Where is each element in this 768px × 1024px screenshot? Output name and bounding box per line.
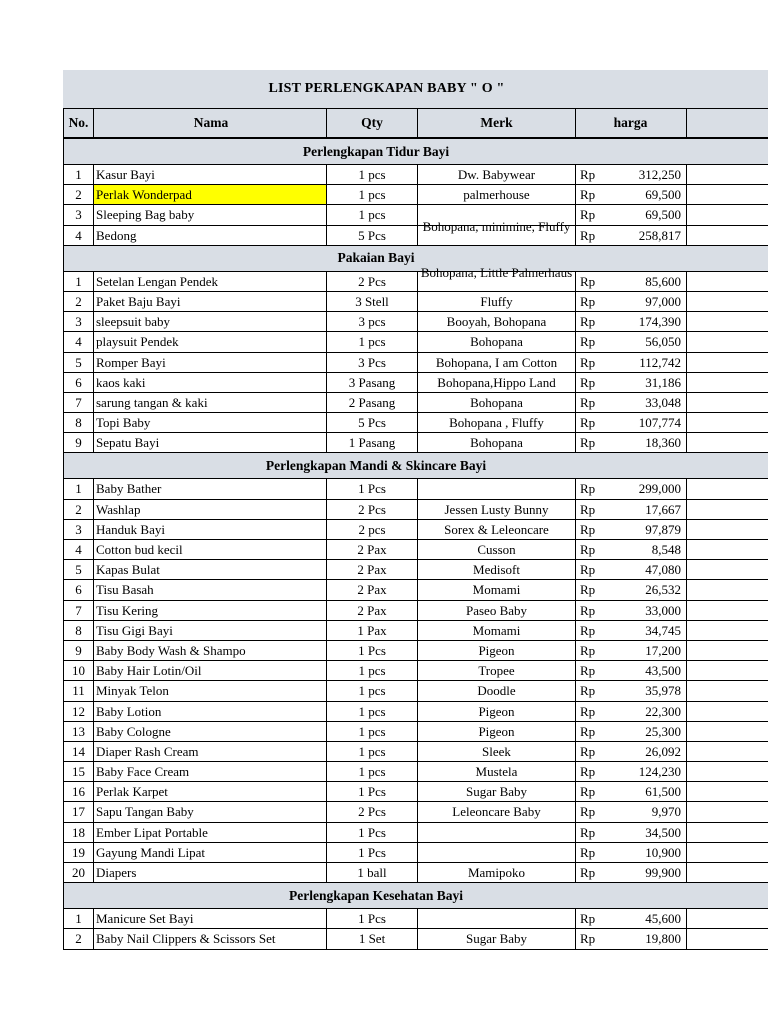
cell-nama[interactable]: Romper Bayi (93, 353, 326, 372)
column-header-row (63, 108, 768, 139)
section-title: Perlengkapan Tidur Bayi (302, 143, 450, 159)
price-value: 8,548 (651, 542, 681, 557)
table-row (63, 520, 768, 540)
cell-merk[interactable]: Sugar Baby (417, 929, 575, 948)
cell-harga[interactable] (575, 742, 687, 761)
cell-no[interactable]: 19 (63, 843, 93, 862)
header-harga[interactable]: harga (575, 109, 687, 137)
currency-label: Rp (580, 334, 596, 350)
cell-harga[interactable] (575, 843, 687, 862)
price-value: 31,186 (645, 374, 681, 390)
cell-merk[interactable]: Sugar Baby (417, 782, 575, 801)
section-header[interactable] (63, 883, 768, 909)
cell-no[interactable]: 3 (63, 520, 93, 539)
cell-nama[interactable]: Topi Baby (93, 413, 326, 432)
table-row (63, 433, 768, 453)
cell-merk[interactable]: Paseo Baby (417, 601, 575, 620)
cell-nama[interactable]: Baby Body Wash & Shampo (93, 641, 326, 660)
cell-merk[interactable]: Bohopana, I am Cotton (417, 353, 575, 372)
cell-nama[interactable]: Sepatu Bayi (93, 433, 326, 452)
currency-label: Rp (580, 865, 596, 880)
table-row (63, 413, 768, 433)
cell-qty[interactable]: 1 Pasang (326, 433, 417, 452)
price-value: 19,800 (645, 931, 681, 947)
cell-nama[interactable]: Diapers (93, 863, 326, 882)
currency-label: Rp (580, 582, 596, 598)
cell-merk[interactable]: Jessen Lusty Bunny (417, 500, 575, 519)
section-title: Perlengkapan Mandi & Skincare Bayi (265, 457, 487, 473)
currency-label: Rp (580, 394, 596, 410)
cell-harga[interactable] (575, 272, 687, 291)
cell-qty[interactable]: 1 pcs (326, 762, 417, 781)
table-row (63, 353, 768, 373)
cell-no[interactable]: 4 (63, 332, 93, 351)
cell-nama[interactable]: Tisu Gigi Bayi (93, 621, 326, 640)
currency-label: Rp (580, 663, 596, 679)
cell-harga[interactable] (575, 802, 687, 821)
cell-harga[interactable] (575, 520, 687, 539)
table-row (63, 742, 768, 762)
table-row (63, 661, 768, 681)
table-row (63, 823, 768, 843)
table-row (63, 185, 768, 205)
sheet-title-bar (63, 70, 768, 108)
cell-harga[interactable] (575, 661, 687, 680)
cell-merk[interactable]: Medisoft (417, 560, 575, 579)
section-title: Pakaian Bayi (337, 250, 415, 266)
cell-merk[interactable]: Doodle (417, 681, 575, 700)
price-value: 33,048 (645, 394, 681, 410)
cell-nama[interactable]: Gayung Mandi Lipat (93, 843, 326, 862)
cell-no[interactable]: 16 (63, 782, 93, 801)
price-value: 97,879 (645, 521, 681, 537)
price-value: 97,000 (645, 293, 681, 309)
cell-nama[interactable]: Paket Baju Bayi (93, 292, 326, 311)
cell-harga[interactable] (575, 621, 687, 640)
cell-harga[interactable] (575, 165, 687, 184)
cell-harga[interactable] (575, 205, 687, 224)
cell-nama[interactable]: Sapu Tangan Baby (93, 802, 326, 821)
cell-qty[interactable]: 1 pcs (326, 722, 417, 741)
cell-harga[interactable] (575, 782, 687, 801)
cell-harga[interactable] (575, 909, 687, 928)
cell-harga[interactable] (575, 393, 687, 412)
header-qty[interactable]: Qty (326, 109, 417, 137)
cell-nama[interactable]: Tisu Kering (93, 601, 326, 620)
cell-qty[interactable]: 2 Pasang (326, 393, 417, 412)
cell-merk[interactable]: Bohopana,Hippo Land (417, 373, 575, 392)
cell-no[interactable]: 1 (63, 272, 93, 291)
price-value: 299,000 (638, 481, 681, 497)
section-header[interactable] (63, 453, 768, 479)
price-value: 85,600 (645, 273, 681, 289)
cell-no[interactable]: 11 (63, 681, 93, 700)
cell-merk[interactable]: Bohopana (417, 393, 575, 412)
cell-merk[interactable] (417, 909, 575, 928)
table-row (63, 373, 768, 393)
cell-nama[interactable]: Baby Nail Clippers & Scissors Set (93, 929, 326, 948)
cell-no[interactable]: 12 (63, 702, 93, 721)
cell-nama[interactable]: Kapas Bulat (93, 560, 326, 579)
price-value: 107,774 (638, 415, 681, 431)
cell-merk[interactable]: Mustela (417, 762, 575, 781)
price-value: 69,500 (645, 187, 681, 203)
cell-no[interactable]: 10 (63, 661, 93, 680)
cell-merk[interactable] (417, 218, 575, 245)
price-value: 17,667 (645, 501, 681, 517)
table-row (63, 205, 768, 225)
price-value: 56,050 (645, 334, 681, 350)
price-value: 69,500 (645, 207, 681, 223)
price-value: 34,500 (645, 824, 681, 840)
cell-no[interactable]: 9 (63, 641, 93, 660)
cell-nama[interactable]: Washlap (93, 500, 326, 519)
cell-merk[interactable]: Fluffy (417, 292, 575, 311)
section-header[interactable] (63, 139, 768, 165)
cell-nama[interactable]: Bedong (93, 226, 326, 245)
cell-merk[interactable]: Cusson (417, 540, 575, 559)
currency-label: Rp (580, 167, 596, 182)
currency-label: Rp (580, 415, 596, 431)
cell-qty[interactable]: 1 pcs (326, 165, 417, 184)
cell-merk[interactable] (417, 479, 575, 498)
cell-no[interactable]: 7 (63, 393, 93, 412)
currency-label: Rp (580, 622, 596, 638)
cell-nama[interactable]: Baby Bather (93, 479, 326, 498)
currency-label: Rp (580, 354, 596, 370)
cell-harga[interactable] (575, 641, 687, 660)
cell-harga[interactable] (575, 185, 687, 204)
price-value: 99,900 (645, 865, 681, 880)
cell-merk[interactable]: Sorex & Leleoncare (417, 520, 575, 539)
cell-no[interactable]: 1 (63, 909, 93, 928)
cell-qty[interactable]: 1 pcs (326, 661, 417, 680)
cell-merk[interactable]: Pigeon (417, 702, 575, 721)
currency-label: Rp (580, 804, 596, 820)
currency-label: Rp (580, 764, 596, 780)
table-row (63, 722, 768, 742)
spreadsheet-table (63, 108, 768, 950)
table-row (63, 681, 768, 701)
currency-label: Rp (580, 521, 596, 537)
cell-no[interactable]: 5 (63, 560, 93, 579)
cell-merk[interactable]: Booyah, Bohopana (417, 312, 575, 331)
cell-qty[interactable]: 2 Pax (326, 540, 417, 559)
cell-no[interactable]: 9 (63, 433, 93, 452)
cell-no[interactable]: 2 (63, 929, 93, 948)
cell-merk[interactable]: Pigeon (417, 641, 575, 660)
cell-nama[interactable]: Cotton bud kecil (93, 540, 326, 559)
cell-qty[interactable]: 2 Pcs (326, 272, 417, 291)
currency-label: Rp (580, 207, 596, 223)
sheet-title: LIST PERLENGKAPAN BABY " O " (268, 81, 505, 96)
cell-no[interactable]: 3 (63, 312, 93, 331)
currency-label: Rp (580, 273, 596, 289)
price-value: 43,500 (645, 663, 681, 679)
price-value: 26,092 (645, 743, 681, 759)
cell-qty[interactable]: 2 Pax (326, 601, 417, 620)
cell-qty[interactable]: 1 Pcs (326, 641, 417, 660)
table-row (63, 165, 768, 185)
price-value: 25,300 (645, 723, 681, 739)
cell-nama[interactable]: sleepsuit baby (93, 312, 326, 331)
cell-merk[interactable]: palmerhouse (417, 185, 575, 204)
cell-merk[interactable] (417, 843, 575, 862)
cell-qty[interactable]: 3 Stell (326, 292, 417, 311)
cell-no[interactable]: 4 (63, 540, 93, 559)
table-row (63, 843, 768, 863)
cell-harga[interactable] (575, 332, 687, 351)
cell-nama[interactable]: Baby Lotion (93, 702, 326, 721)
cell-merk[interactable] (417, 264, 575, 291)
currency-label: Rp (580, 911, 596, 927)
cell-qty[interactable]: 5 Pcs (326, 226, 417, 245)
price-value: 10,900 (645, 844, 681, 860)
cell-qty[interactable]: 2 pcs (326, 520, 417, 539)
table-row (63, 218, 768, 246)
cell-no[interactable]: 5 (63, 353, 93, 372)
price-value: 61,500 (645, 784, 681, 800)
table-row (63, 332, 768, 352)
cell-no[interactable]: 4 (63, 226, 93, 245)
currency-label: Rp (580, 642, 596, 658)
cell-nama[interactable]: Perlak Wonderpad (93, 185, 326, 204)
header-merk[interactable]: Merk (417, 109, 575, 137)
cell-merk[interactable]: Pigeon (417, 722, 575, 741)
price-value: 312,250 (638, 167, 681, 182)
price-value: 22,300 (645, 703, 681, 719)
cell-no[interactable]: 8 (63, 621, 93, 640)
cell-no[interactable]: 18 (63, 823, 93, 842)
currency-label: Rp (580, 784, 596, 800)
cell-qty[interactable]: 1 Pax (326, 621, 417, 640)
table-row (63, 601, 768, 621)
table-row (63, 292, 768, 312)
cell-merk[interactable] (417, 823, 575, 842)
cell-merk[interactable]: Bohopana (417, 332, 575, 351)
table-row (63, 393, 768, 413)
cell-merk[interactable]: Momami (417, 580, 575, 599)
cell-nama[interactable]: sarung tangan & kaki (93, 393, 326, 412)
currency-label: Rp (580, 187, 596, 203)
currency-label: Rp (580, 743, 596, 759)
cell-merk-text: Bohopana, minimine, Fluffy (422, 218, 571, 234)
table-row (63, 702, 768, 722)
cell-nama[interactable]: Baby Hair Lotin/Oil (93, 661, 326, 680)
cell-qty[interactable]: 1 pcs (326, 205, 417, 224)
currency-label: Rp (580, 435, 596, 451)
cell-no[interactable]: 2 (63, 292, 93, 311)
cell-nama[interactable]: playsuit Pendek (93, 332, 326, 351)
cell-harga[interactable] (575, 312, 687, 331)
cell-qty[interactable]: 2 Pax (326, 560, 417, 579)
cell-qty[interactable]: 1 Pcs (326, 479, 417, 498)
cell-qty[interactable]: 1 Pcs (326, 823, 417, 842)
currency-label: Rp (580, 602, 596, 618)
cell-harga[interactable] (575, 722, 687, 741)
section-header[interactable] (63, 246, 768, 272)
cell-nama[interactable]: Tisu Basah (93, 580, 326, 599)
cell-qty[interactable]: 1 ball (326, 863, 417, 882)
currency-label: Rp (580, 703, 596, 719)
table-row (63, 500, 768, 520)
cell-harga[interactable] (575, 560, 687, 579)
cell-harga[interactable] (575, 601, 687, 620)
table-row (63, 312, 768, 332)
cell-nama[interactable]: Ember Lipat Portable (93, 823, 326, 842)
currency-label: Rp (580, 931, 596, 947)
table-row (63, 560, 768, 580)
cell-qty[interactable]: 1 pcs (326, 681, 417, 700)
table-row (63, 909, 768, 929)
price-value: 17,200 (645, 642, 681, 658)
cell-harga[interactable] (575, 500, 687, 519)
cell-harga[interactable] (575, 580, 687, 599)
cell-nama[interactable]: Manicure Set Bayi (93, 909, 326, 928)
price-value: 124,230 (638, 764, 681, 780)
currency-label: Rp (580, 723, 596, 739)
cell-merk[interactable]: Dw. Babywear (417, 165, 575, 184)
currency-label: Rp (580, 374, 596, 390)
currency-label: Rp (580, 683, 596, 699)
cell-qty[interactable]: 3 Pasang (326, 373, 417, 392)
price-value: 174,390 (638, 314, 681, 330)
cell-qty[interactable]: 1 Pcs (326, 782, 417, 801)
cell-nama[interactable]: Minyak Telon (93, 681, 326, 700)
header-no[interactable]: No. (63, 109, 93, 137)
currency-label: Rp (580, 844, 596, 860)
price-value: 45,600 (645, 911, 681, 927)
table-row (63, 802, 768, 822)
table-row (63, 929, 768, 949)
cell-nama[interactable]: Baby Cologne (93, 722, 326, 741)
currency-label: Rp (580, 562, 596, 578)
price-value: 47,080 (645, 562, 681, 578)
currency-label: Rp (580, 227, 596, 243)
cell-harga[interactable] (575, 433, 687, 452)
cell-harga[interactable] (575, 353, 687, 372)
cell-merk[interactable]: Leleoncare Baby (417, 802, 575, 821)
currency-label: Rp (580, 314, 596, 330)
cell-harga[interactable] (575, 540, 687, 559)
cell-nama[interactable]: Sleeping Bag baby (93, 205, 326, 224)
cell-harga[interactable] (575, 702, 687, 721)
cell-merk[interactable]: Tropee (417, 661, 575, 680)
cell-nama[interactable]: Baby Face Cream (93, 762, 326, 781)
table-row (63, 580, 768, 600)
cell-no[interactable]: 7 (63, 601, 93, 620)
price-value: 35,978 (645, 683, 681, 699)
cell-harga[interactable] (575, 762, 687, 781)
table-row (63, 621, 768, 641)
table-body (63, 139, 768, 950)
price-value: 33,000 (645, 602, 681, 618)
cell-no[interactable]: 15 (63, 762, 93, 781)
currency-label: Rp (580, 501, 596, 517)
cell-merk-text: Bohopana, Little Palmerhaus (420, 264, 573, 280)
table-row (63, 540, 768, 560)
cell-harga[interactable] (575, 373, 687, 392)
cell-harga[interactable] (575, 681, 687, 700)
cell-qty[interactable]: 2 Pax (326, 580, 417, 599)
cell-no[interactable]: 1 (63, 165, 93, 184)
currency-label: Rp (580, 481, 596, 497)
currency-label: Rp (580, 824, 596, 840)
table-row (63, 762, 768, 782)
cell-nama[interactable]: Diaper Rash Cream (93, 742, 326, 761)
currency-label: Rp (580, 293, 596, 309)
price-value: 258,817 (638, 227, 681, 243)
table-row (63, 479, 768, 499)
cell-nama[interactable]: Setelan Lengan Pendek (93, 272, 326, 291)
cell-no[interactable]: 13 (63, 722, 93, 741)
cell-qty[interactable]: 1 pcs (326, 742, 417, 761)
cell-qty[interactable]: 2 Pcs (326, 500, 417, 519)
cell-nama[interactable]: Handuk Bayi (93, 520, 326, 539)
cell-qty[interactable]: 1 pcs (326, 185, 417, 204)
cell-qty[interactable]: 3 pcs (326, 312, 417, 331)
cell-harga[interactable] (575, 479, 687, 498)
cell-no[interactable]: 2 (63, 500, 93, 519)
table-row (63, 782, 768, 802)
price-value: 112,742 (639, 354, 681, 370)
price-value: 26,532 (645, 582, 681, 598)
cell-qty[interactable]: 3 Pcs (326, 353, 417, 372)
cell-qty[interactable]: 5 Pcs (326, 413, 417, 432)
cell-no[interactable]: 3 (63, 205, 93, 224)
cell-merk[interactable]: Sleek (417, 742, 575, 761)
currency-label: Rp (580, 542, 596, 557)
cell-nama[interactable]: Perlak Karpet (93, 782, 326, 801)
cell-nama[interactable]: Kasur Bayi (93, 165, 326, 184)
cell-qty[interactable]: 1 Pcs (326, 909, 417, 928)
cell-qty[interactable]: 1 Pcs (326, 843, 417, 862)
table-row (63, 264, 768, 292)
cell-merk[interactable]: Bohopana , Fluffy (417, 413, 575, 432)
cell-harga[interactable] (575, 823, 687, 842)
cell-qty[interactable]: 1 pcs (326, 702, 417, 721)
cell-merk[interactable]: Mamipoko (417, 863, 575, 882)
cell-harga[interactable] (575, 863, 687, 882)
table-row (63, 641, 768, 661)
header-nama[interactable]: Nama (93, 109, 326, 137)
cell-merk[interactable]: Momami (417, 621, 575, 640)
cell-qty[interactable]: 2 Pcs (326, 802, 417, 821)
cell-no[interactable]: 2 (63, 185, 93, 204)
cell-harga[interactable] (575, 413, 687, 432)
cell-harga[interactable] (575, 292, 687, 311)
price-value: 34,745 (645, 622, 681, 638)
cell-no[interactable]: 17 (63, 802, 93, 821)
cell-no[interactable]: 6 (63, 580, 93, 599)
cell-merk[interactable]: Bohopana (417, 433, 575, 452)
cell-no[interactable]: 20 (63, 863, 93, 882)
cell-harga[interactable] (575, 929, 687, 948)
cell-no[interactable]: 14 (63, 742, 93, 761)
cell-nama[interactable]: kaos kaki (93, 373, 326, 392)
cell-no[interactable]: 6 (63, 373, 93, 392)
section-title: Perlengkapan Kesehatan Bayi (288, 887, 463, 903)
table-row (63, 863, 768, 883)
price-value: 18,360 (645, 435, 681, 451)
price-value: 9,970 (651, 804, 681, 820)
cell-qty[interactable]: 1 Set (326, 929, 417, 948)
cell-no[interactable]: 1 (63, 479, 93, 498)
cell-harga[interactable] (575, 226, 687, 245)
cell-qty[interactable]: 1 pcs (326, 332, 417, 351)
cell-no[interactable]: 8 (63, 413, 93, 432)
